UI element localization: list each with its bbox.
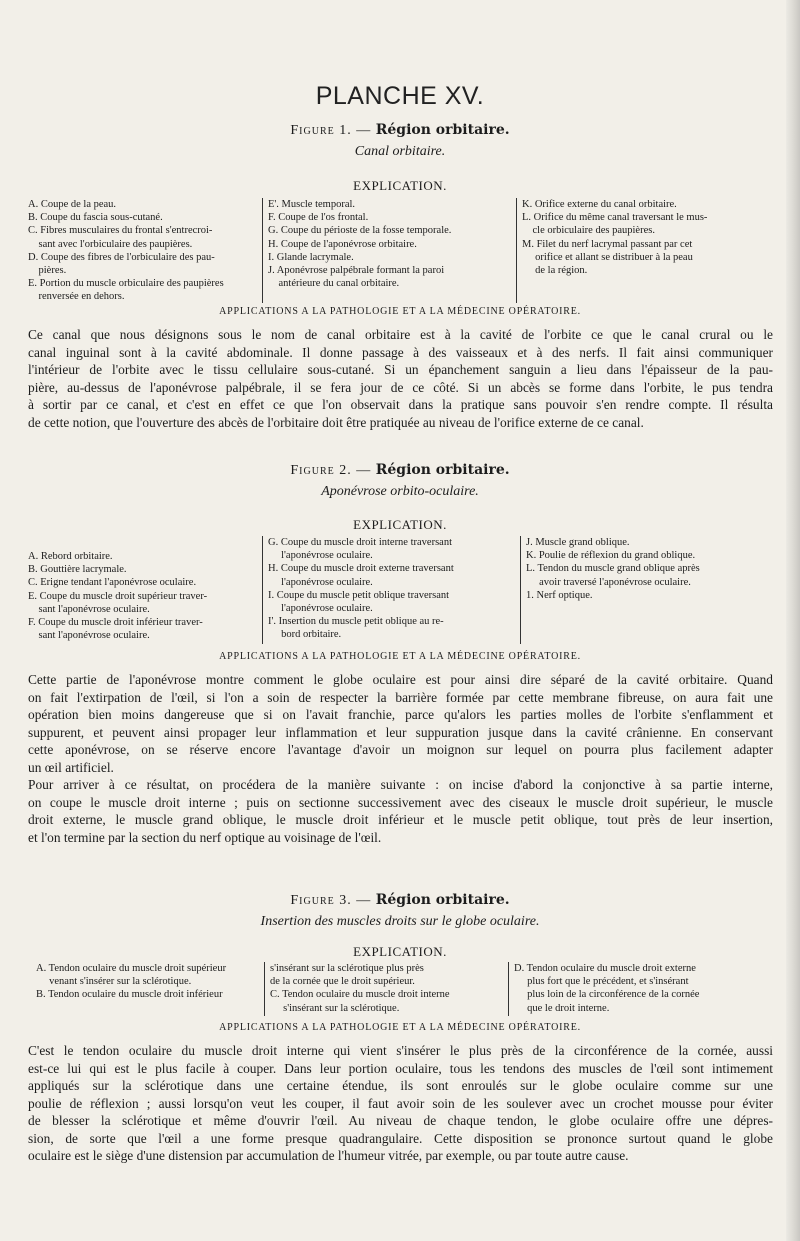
explication-legend-3	[28, 962, 773, 1016]
figure-subtitle-2: Aponévrose orbito-oculaire.	[321, 484, 479, 499]
plate-title: PLANCHE XV.	[315, 82, 485, 110]
explication-title-3: EXPLICATION.	[353, 944, 447, 959]
explication-legend-2	[28, 536, 773, 644]
figure-dash: —	[356, 463, 372, 478]
figure-subtitle-1: Canal orbitaire.	[354, 144, 446, 159]
figure-subtitle-3: Insertion des muscles droits sur le globe oculaire.	[260, 914, 540, 929]
figure-label: Figure 3.	[290, 893, 352, 908]
figure-heading-1	[0, 122, 800, 139]
figure-region: Région orbitaire.	[375, 462, 510, 478]
body-paragraph-2: Cette partie de l'aponévrose montre comment le globe oculaire est pour ainsi dire séparé de la cavité orbitaire. Quand on fait l'extirpation de l'œil, si l'on a soin de respecter la barrière formée par cette membrane fibreuse, on aura fait une opération bien moins dangereuse que si on l'avait franchie, parce qu'alors les parties molles de l'orbite s'enflamment et suppurent, et peuvent ainsi propager leur inflammation et leur suppuration jusque dans la cavité crânienne. En conservant cette aponévrose, on se réserve encore l'avantage d'avoir un moignon sur lequel on pourra plus facilement adapter un œil artificiel. Pour arriver à ce résultat, on procédera de la manière suivante : on incise d'abord la conjonctive à sa partie interne, on coupe le muscle droit interne ; puis on sectionne successivement avec des ciseaux le muscle droit supérieur, le muscle droit externe, le muscle grand oblique, le muscle droit inférieur et le muscle petit oblique, tout près de leur insertion, et l'on termine par la section du nerf optique au voisinage de l'œil.	[28, 672, 773, 845]
body-paragraph-3: C'est le tendon oculaire du muscle droit interne qui vient s'insérer le plus près de la circonférence de la cornée, aussi est-ce lui qui est le plus facile à couper. Dans leur portion oculaire, tous les tendons des muscles de l'œil sont intimement appliqués sur la sclérotique dans une certaine étendue, ils sont enroulés sur le globe oculaire comme sur une poulie de réflexion ; aussi lorsqu'on veut les couper, il faut avoir soin de les soulever avec un crochet mousse pour éviter de blesser la sclérotique et même d'ouvrir l'œil. Au niveau de chaque tendon, le globe oculaire offre une dépres- sion, de sorte que l'œil a une forme presque quadrangulaire. Cette disposition se prononce surtout quand le globe oculaire est le siège d'une distension par accumulation de l'humeur vitrée, par exemple, ou par toute autre cause.	[28, 1043, 773, 1163]
explication-title-2: EXPLICATION.	[353, 517, 447, 532]
applications-heading-3: APPLICATIONS A LA PATHOLOGIE ET A LA MÉDECINE OPÉRATOIRE.	[219, 1022, 581, 1033]
legend-column-3: J. Muscle grand oblique. K. Poulie de réflexion du grand oblique. L. Tendon du muscle grand oblique après avoir traversé l'aponévrose oculaire. 1. Nerf optique.	[520, 536, 772, 644]
applications-heading-2: APPLICATIONS A LA PATHOLOGIE ET A LA MÉDECINE OPÉRATOIRE.	[219, 651, 581, 662]
legend-column-2: s'insérant sur la sclérotique plus près de la cornée que le droit supérieur. C. Tendon oculaire du muscle droit interne s'insérant sur la sclérotique.	[264, 962, 484, 1016]
figure-dash: —	[356, 893, 372, 908]
legend-column-2: G. Coupe du muscle droit interne traversant l'aponévrose oculaire. H. Coupe du muscle droit externe traversant l'aponévrose oculaire. I. Coupe du muscle petit oblique traversant l'aponévrose oculaire. I'. Insertion du muscle petit oblique au re- bord orbitaire.	[262, 536, 513, 644]
applications-heading-1: APPLICATIONS A LA PATHOLOGIE ET A LA MÉDECINE OPÉRATOIRE.	[219, 306, 581, 317]
figure-region: Région orbitaire.	[375, 122, 510, 138]
figure-label: Figure 2.	[290, 463, 352, 478]
figure-region: Région orbitaire.	[375, 892, 510, 908]
figure-heading-2	[0, 462, 800, 479]
legend-column-1: A. Rebord orbitaire. B. Gouttière lacrymale. C. Erigne tendant l'aponévrose oculaire. E. Coupe du muscle droit supérieur traver- sant l'aponévrose oculaire. F. Coupe du muscle droit inférieur traver- sant l'aponévrose oculaire.	[28, 551, 208, 642]
legend-column-3: K. Orifice externe du canal orbitaire. L. Orifice du même canal traversant le mus- cle orbiculaire des paupières. M. Filet du nerf lacrymal passant par cet orifice et allant se distribuer à la peau de la région.	[516, 198, 772, 303]
legend-column-1: A. Coupe de la peau. B. Coupe du fascia sous-cutané. C. Fibres musculaires du frontal s'entrecroi- sant avec l'orbiculaire des paupières. D. Coupe des fibres de l'orbiculaire des pau- pières. E. Portion du muscle orbiculaire des paupières renversée en dehors.	[28, 199, 224, 303]
figure-heading-3	[0, 892, 800, 909]
explication-title-1: EXPLICATION.	[353, 178, 447, 193]
explication-legend-1	[28, 198, 773, 303]
legend-column-3: D. Tendon oculaire du muscle droit externe plus fort que le précédent, et s'insérant plus loin de la circonférence de la cornée que le droit interne.	[508, 962, 772, 1016]
body-paragraph-1: Ce canal que nous désignons sous le nom de canal orbitaire est à la cavité de l'orbite ce que le canal crural ou le canal inguinal sont à la cavité abdominale. Il donne passage à des vaisseaux et à des nerfs. Il fait ainsi communiquer l'intérieur de l'orbite avec le tissu cellulaire sous-cutané. Si un épanchement sanguin a lieu dans l'épaisseur de la pau- pière, au-dessus de l'aponévrose palpébrale, il se fera jour de ce côté. Si un abcès se forme dans l'orbite, le pus tendra à sortir par ce canal, et c'est en effet ce que l'on observait dans la pratique sans pouvoir s'en rendre compte. Il résulta de cette notion, que l'ouverture des abcès de l'orbitaire doit être pratiquée au niveau de l'orifice externe de ce canal.	[28, 327, 773, 430]
figure-label: Figure 1.	[290, 123, 352, 138]
legend-column-1: A. Tendon oculaire du muscle droit supérieur venant s'insérer sur la sclérotique. B. Tendon oculaire du muscle droit inférieur	[36, 963, 227, 1001]
figure-dash: —	[356, 123, 372, 138]
legend-column-2: E'. Muscle temporal. F. Coupe de l'os frontal. G. Coupe du périoste de la fosse temporale. H. Coupe de l'aponévrose orbitaire. I. Glande lacrymale. J. Aponévrose palpébrale formant la paroi antérieure du canal orbitaire.	[262, 198, 503, 303]
